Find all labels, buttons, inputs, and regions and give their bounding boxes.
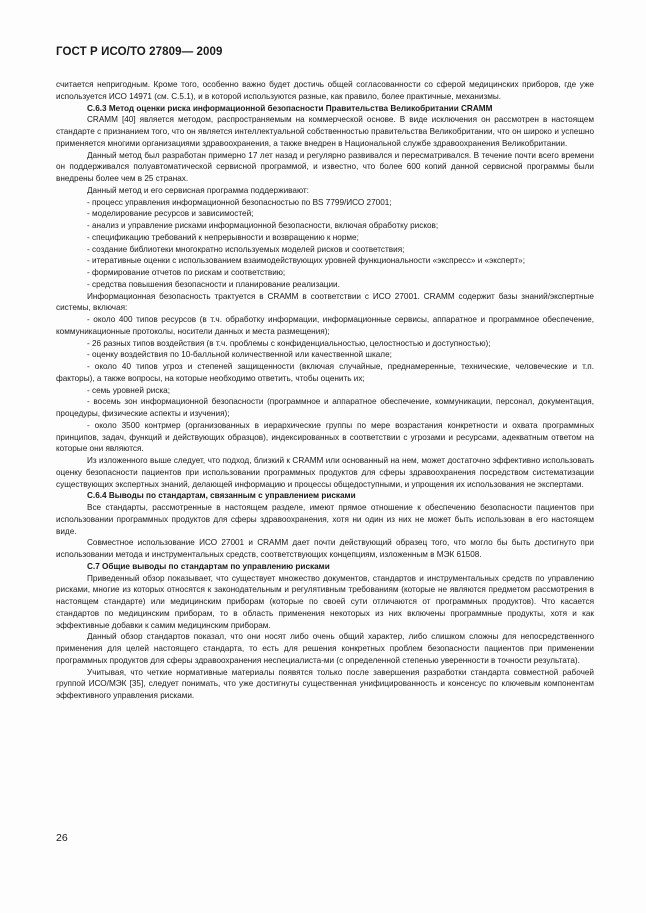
paragraph: Из изложенного выше следует, что подход, близкий к CRAMM или основанный на нем, может достаточно эффективно использовать оценку безопасности пациентов при использовании программных продуктов для сферы здравоохранения посредством систематизации существующих экспертных знаний, делающей информацию и процессы общедоступными, и упрощения их использования не экспертами. — [56, 456, 594, 489]
paragraph: считается непригодным. Кроме того, особенно важно будет достичь общей согласованности со сферой медицинских приборов, где уже используется ИСО 14971 (см. С.5.1), и в которой используются разные, как правило, более практичные, механизмы. — [56, 80, 594, 101]
list-item: - анализ и управление рисками информационной безопасности, включая обработку рисков; — [87, 221, 439, 230]
section-heading: С.6.3 Метод оценки риска информационной безопасности Правительства Великобритании CRAMM — [87, 103, 493, 113]
list-item: - 26 разных типов воздействия (в т.ч. проблемы с конфиденциальностью, целостностью и доступностью); — [87, 338, 491, 348]
list-item: - средства повышения безопасности и планирование реализации. — [87, 279, 340, 289]
list-item: - семь уровней риска; — [87, 385, 171, 395]
section-heading: С.7 Общие выводы по стандартам по управлению рисками — [87, 561, 330, 571]
paragraph: Учитывая, что четкие нормативные материалы появятся только после завершения разработки стандарта совместной рабочей группой ИСО/МЭК [35], следует понимать, что уже достигнуты существенная унифицированность и консенсус по ключевым компонентам эффективного управления рисками. — [56, 667, 594, 700]
list-item: - около 400 типов ресурсов (в т.ч. обработку информации, информационные сервисы, аппаратное и программное обеспечение, коммуникационные протоколы, носители данных и места размещения); — [56, 315, 594, 336]
list-item: - моделирование ресурсов и зависимостей; — [87, 209, 254, 219]
page-number: 26 — [56, 832, 68, 844]
paragraph: Данный метод был разработан примерно 17 лет назад и регулярно развивался и пересматривался. В течение почти всего времени он поддерживался полуавтоматической сервисной программой, и известно, что более 600 копий данной сервисной программы были внедрены более чем в 25 странах. — [56, 150, 594, 183]
paragraph: Данный метод и его сервисная программа поддерживают: — [87, 185, 309, 195]
paragraph: Приведенный обзор показывает, что существует множество документов, стандартов и инструментальных средств по управлению рисками, многие из которых относятся к законодательным и регулятивным требованиям (которые не являются предметом рассмотрения в настоящем стандарте) или медицинским приборам (которые по своей сути отличаются от программных продуктов). Что касается стандартов по медицинским приборам, то в область применения некоторых из них включены программные продукты, хотя и как эффективные добавки к самим медицинским приборам. — [56, 573, 594, 630]
paragraph: Данный обзор стандартов показал, что они носят либо очень общий характер, либо слишком сложны для непосредственного применения для целей настоящего стандарта, то есть для решения конкретных проблем безопасности пациентов при применении программных продуктов для сферы здравоохранения неспециалиста-ми (с определенной степенью уверенности в точности результата). — [56, 632, 594, 665]
list-item: - около 40 типов угроз и степеней защищенности (включая случайные, преднамеренные, технические, человеческие и т.п. факторы), а также вопросы, на которые необходимо ответить, чтобы оценить их; — [56, 362, 594, 383]
list-item: - спецификацию требований к непрерывности и возвращению к норме; — [87, 232, 359, 242]
standard-header: ГОСТ Р ИСО/ТО 27809— 2009 — [56, 46, 223, 58]
paragraph: Все стандарты, рассмотренные в настоящем разделе, имеют прямое отношение к обеспечению безопасности пациентов при использовании программных продуктов для сферы здравоохранения, хотя ни один из них не может быть использован в его настоящем виде. — [56, 503, 594, 536]
list-item: - около 3500 контрмер (организованных в иерархические группы по мере возрастания конкретности и охвата программных принципов, задач, функций и действующих образцов), индексированных в соответствии с угрозами и ресурсами, адекватным ответом на которые они являются. — [56, 420, 594, 454]
list-item: - процесс управления информационной безопасностью по BS 7799/ИСО 27001; — [87, 197, 392, 207]
paragraph: Информационная безопасность трактуется в CRAMM в соответствии с ИСО 27001. CRAMM содержит базы знаний/экспертные системы, включая: — [56, 291, 594, 313]
section-heading: С.6.4 Выводы по стандартам, связанным с управлением рисками — [87, 491, 356, 501]
paragraph: CRAMM [40] является методом, распространяемым на коммерческой основе. В виде исключения он рассмотрен в настоящем стандарте с признанием того, что он является интеллектуальной собственностью правительства Великобритании, что он широко и успешно применяется многими организациями здравоохранения, а также внедрен в Национальной службе здравоохранения Великобритании. — [56, 115, 594, 148]
document-body — [56, 79, 594, 702]
list-item: - оценку воздействия по 10-балльной количественной или качественной шкале; — [87, 350, 392, 360]
list-item: - формирование отчетов по рискам и соответствию; — [87, 268, 286, 277]
list-item: - итеративные оценки с использованием взаимодействующих уровней функциональности «экспресс» и «эксперт»; — [87, 256, 525, 266]
list-item: - создание библиотеки многократно используемых моделей рисков и соответствия; — [87, 244, 405, 254]
paragraph: Совместное использование ИСО 27001 и CRAMM дает почти действующий образец того, что могло бы быть достигнуто при использовании метода и инструментальных средств, соответствующих концепциям, изложенным в МЭК 61508. — [56, 538, 594, 559]
list-item: - восемь зон информационной безопасности (программное и аппаратное обеспечение, коммуникации, персонал, документация, процедуры, физические аспекты и изучения); — [56, 397, 594, 418]
